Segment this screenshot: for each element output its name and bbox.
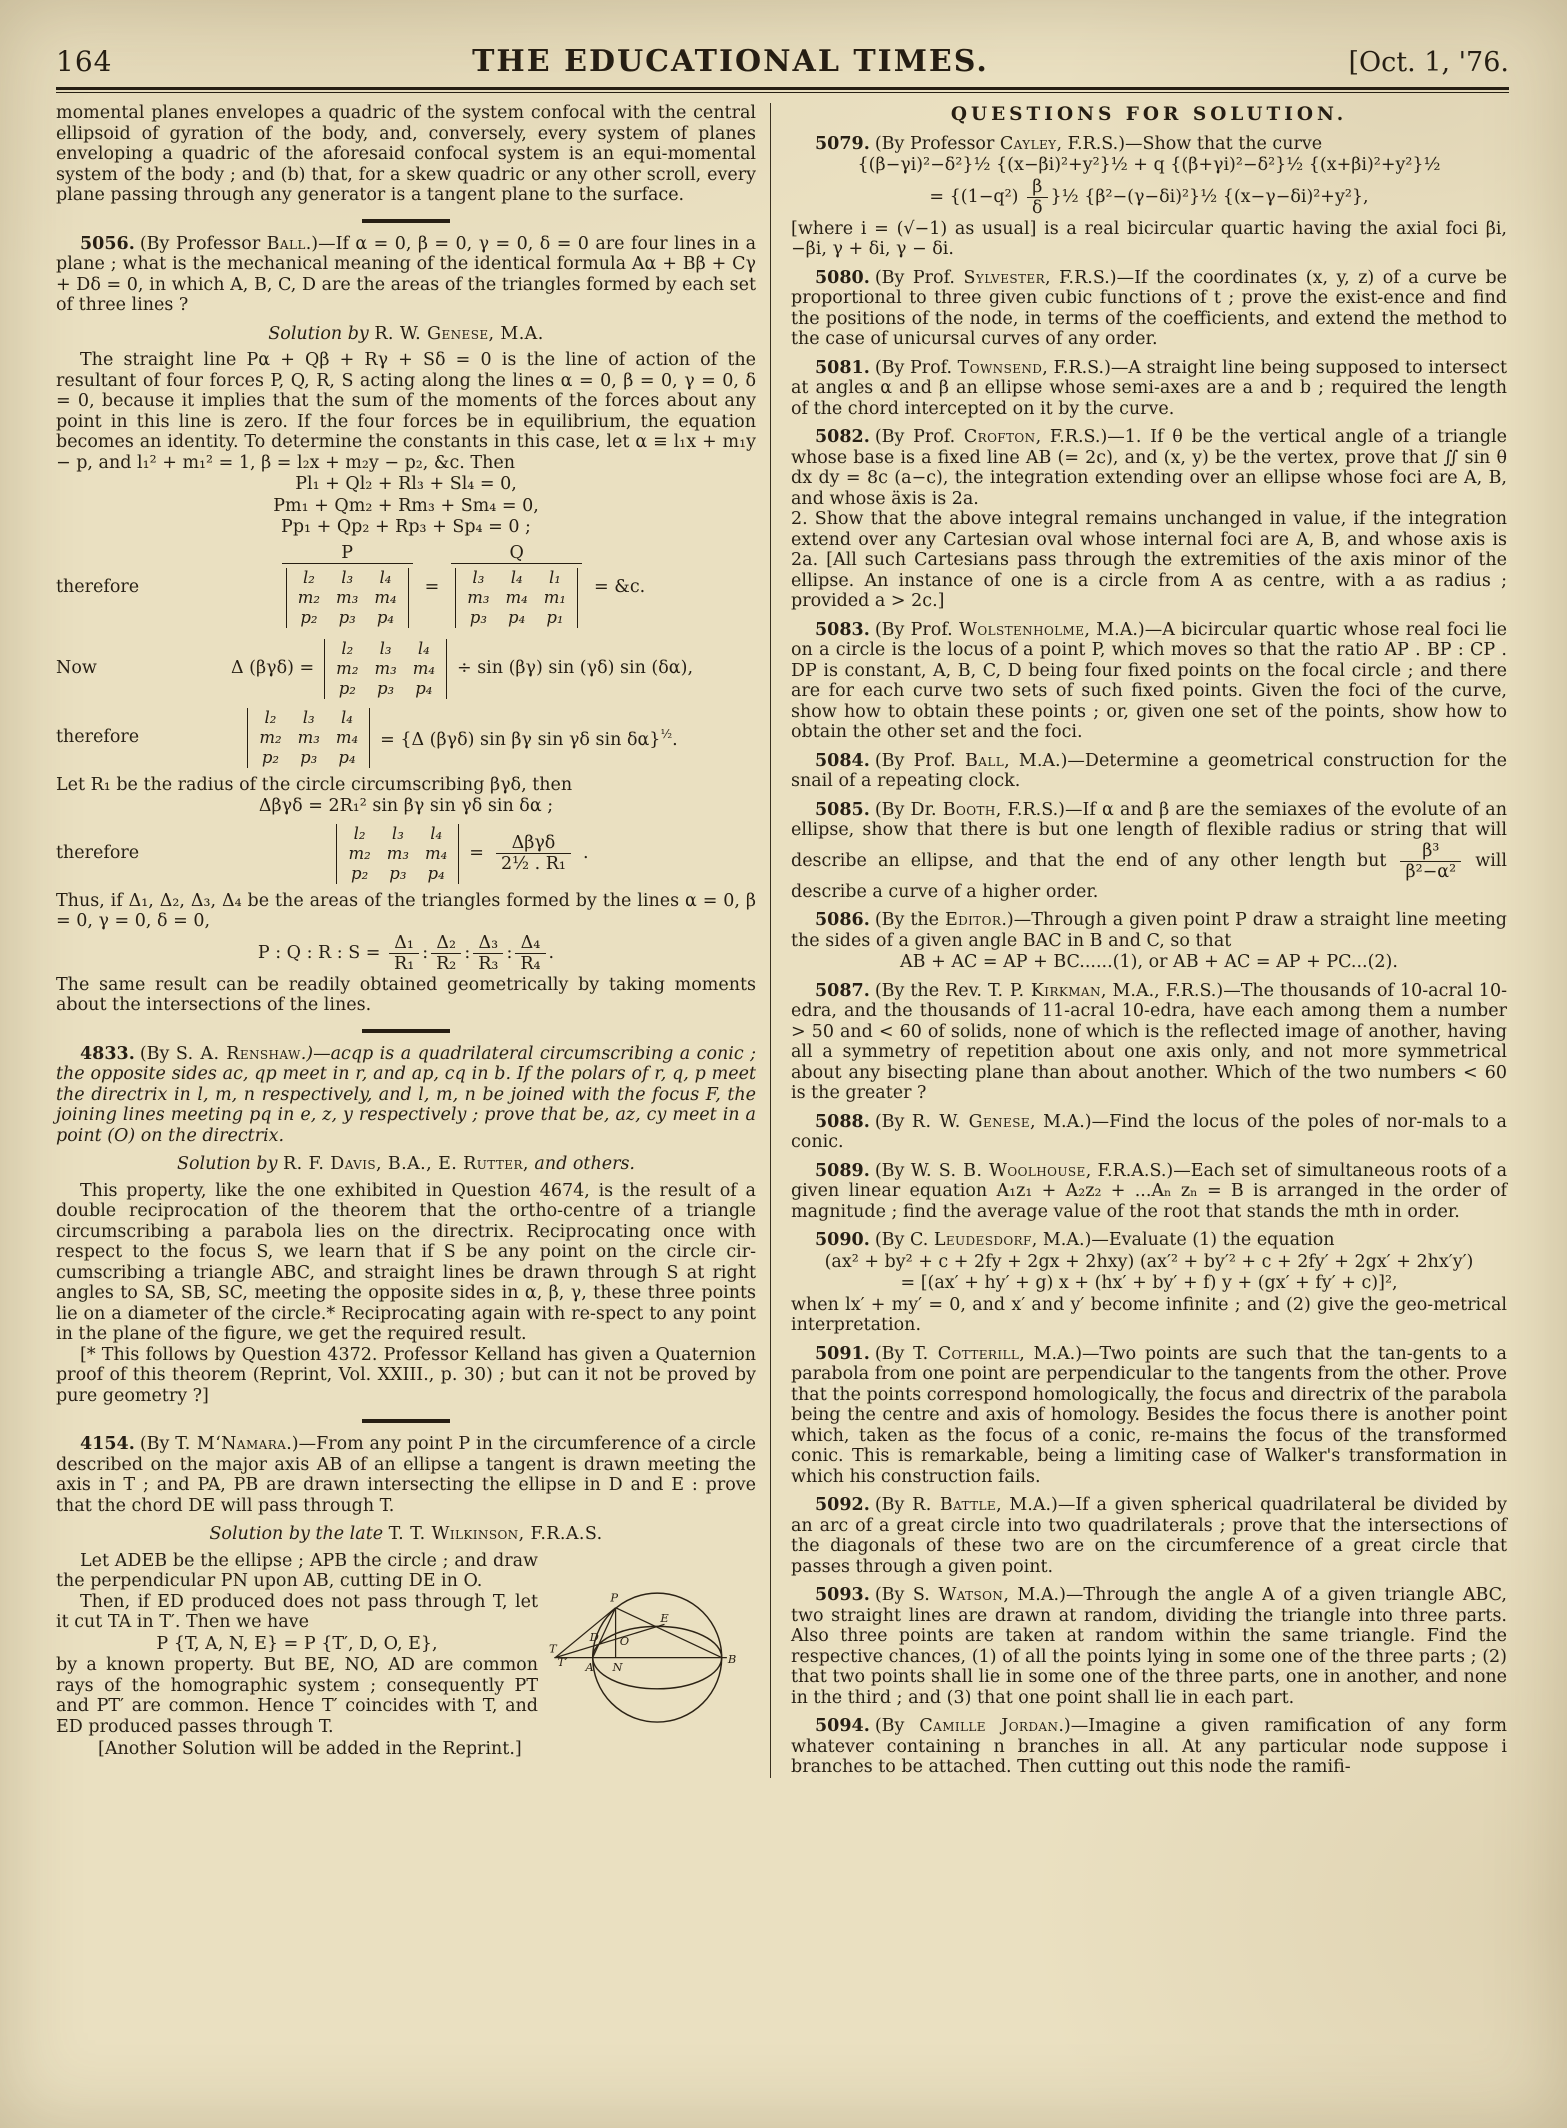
chord-TDE: [555, 1624, 664, 1657]
question-number: 4154.: [80, 1434, 135, 1454]
author-name: Ball: [266, 233, 306, 254]
solution-4154-body: [56, 1551, 756, 1760]
question-5056: [56, 234, 756, 316]
question-5083: 5083. (By Prof. Wolstenholme, M.A.)—A bicircular quartic whose real foci lie on a circle is the locus of a point P, which moves so that the ratio AP . BP : CP . DP is constant, A, B, C, D being four fixed points on the focal circle ; and there are for each curve two sets of such fixed points. Given the foci of the curve, show how to obtain these points ; or, given one set of the points, show how to obtain the other set and the foci.: [791, 619, 1507, 742]
label-O: O: [619, 1633, 630, 1648]
fraction: $\frac{\text{Δβγδ}}{\text{2½ . R₁}}$: [496, 833, 571, 874]
reprint-note: [Another Solution will be added in the Reprint.]: [98, 1739, 522, 1759]
sine-product: ÷ sin (βγ) sin (γδ) sin (δα),: [456, 658, 694, 679]
question-byline: (By: [139, 1434, 176, 1454]
determinant-matrix: l₂ l₃ l₄ m₂ m₃ m₄ p₂ p₃ p₄: [286, 568, 409, 628]
geometry-diagram: [548, 1553, 756, 1731]
author-name: Watson: [938, 1585, 1004, 1605]
section-separator: [362, 1029, 450, 1033]
question-number: 5083.: [815, 619, 870, 640]
therefore-label: therefore: [56, 727, 140, 748]
right-column: [770, 103, 1509, 1778]
fraction: $\frac{\beta}{\delta}$: [1027, 177, 1048, 218]
author-name: Crofton: [963, 427, 1036, 447]
question-number: 5081.: [815, 357, 870, 378]
label-B: B: [727, 1651, 737, 1666]
fraction: $\frac{\text{Δ₃}}{\text{R₃}}$: [473, 933, 503, 974]
intro-paragraph: momental planes envelopes a quadric of the system confocal with the central ellipsoid of gyration of the body, and, conversely, every system of planes enveloping a quadric of the aforesaid confocal system is an equi-momental system of the body ; and (b) that, for a skew quadric or any other scroll, every plane passing through any generator is a tangent plane to the surface.: [56, 103, 756, 205]
author-name: Leudesdorf: [933, 1230, 1032, 1250]
equation-line: (ax² + by² + c + 2fy + 2gx + 2hxy) (ax′² + by′² + c + 2fy′ + 2gx′ + 2hx′y′): [824, 1251, 1474, 1272]
question-number: 5090.: [815, 1230, 870, 1250]
question-number: 5086.: [815, 910, 870, 930]
question-5082-part2: 2. Show that the above integral remains unchanged in value, if the integration extend over any Cartesian oval whose internal foci are A, B, and whose axis is 2a. [All such Cartesians pass through the extremities of the axis minor of the ellipse. An instance of one is a circle from A as centre, with a as radius ; provided a > 2c.]: [791, 509, 1507, 611]
author-name: R. Battle: [912, 1495, 997, 1515]
label-T-prime: T′: [557, 1654, 568, 1669]
page-header: [56, 44, 1509, 79]
question-5081: 5081. (By Prof. Townsend, F.R.S.)—A straight line being supposed to intersect at angles α and β an ellipse whose semi-axes are a and b ; required the length of the chord intercepted on it by the curve.: [791, 357, 1507, 419]
question-5080: 5080. (By Prof. Sylvester, F.R.S.)—If the coordinates (x, y, z) of a curve be proportional to three given cubic functions of t ; prove the exist-ence and find the positions of the node, in terms of the coefficients, and extend the method to the case of unicursal curves of any order.: [791, 267, 1507, 349]
question-number: 5079.: [815, 133, 870, 154]
cross-ratio-equation: P {T, A, N, E} = P {T′, D, O, E},: [156, 1633, 438, 1654]
question-4154: [56, 1434, 756, 1516]
section-separator: [362, 1419, 450, 1423]
equation-line: AB + AC = AP + BC......(1), or AB + AC = AP + PC...(2).: [900, 952, 1398, 972]
equation-line: Pp₁ + Qp₂ + Rp₃ + Sp₄ = 0 ;: [281, 517, 531, 537]
question-5079-note: [where i = (√−1) as usual] is a real bicircular quartic having the axial foci βi, −βi, γ + δi, γ − δi.: [791, 218, 1507, 259]
thus-statement: Thus, if Δ₁, Δ₂, Δ₃, Δ₄ be the areas of the triangles formed by the lines α = 0, β = 0, γ = 0, δ = 0,: [56, 890, 756, 931]
therefore-determinant-row: [56, 543, 756, 632]
solution-4154-p3: by a known property. But BE, NO, AD are common rays of the homographic system ; consequently PT and PT′ are common. Hence T′ coincides with T, and ED produced passes through T.: [56, 1655, 538, 1737]
determinant-matrix: l₃ l₄ l₁ m₃ m₄ m₁ p₃ p₄ p₁: [455, 568, 578, 628]
header-rule: [56, 87, 1509, 93]
equation-line: = [(ax′ + hy′ + g) x + (hx′ + by′ + f) y + (gx′ + fy′ + c)]²,: [900, 1273, 1398, 1293]
author-name: T. Cotterill: [913, 1343, 1020, 1364]
now-label: Now: [56, 658, 97, 679]
therefore-row-3: therefore l₂ l₃ l₄ m₂ m₃ m₄ p₂ p₃ p₄ = $\frac{\text{Δβγδ}}{\text{2½ . R₁}}$ .: [56, 823, 589, 883]
author-name: S. A. Renshaw: [175, 1043, 301, 1064]
author-name: W. S. B. Woolhouse: [910, 1160, 1086, 1181]
solution-4154-p1: Let ADEB be the ellipse ; APB the circle ; and draw the perpendicular PN upon AB, cutting DE in O.: [56, 1550, 538, 1591]
question-text: .)—From any point P in the circumference of a circle described on the major axis AB of an ellipse a tangent is drawn meeting the axis in T ; and PA, PB are drawn intersecting the ellipse in D and E : prove that the chord DE will pass through T.: [56, 1434, 756, 1516]
determinant-matrix: l₂ l₃ l₄ m₂ m₃ m₄ p₂ p₃ p₄: [324, 639, 447, 699]
label-D: D: [589, 1629, 599, 1644]
page-number: 164: [56, 45, 113, 78]
issue-date: [Oct. 1, '76.: [1348, 47, 1509, 78]
question-byline: (By Professor: [139, 233, 267, 254]
question-text: .)—acqp is a quadrilateral circumscribing a conic ; the opposite sides ac, qp meet in r, and ap, cq in b. If the polars of r, q, p meet the directrix in l, m, n respectively, and l, m, n be joined with the focus F, the joining lines meeting pq in e, z, y respectively ; prove that be, az, cy meet in a point (O) on the directrix.: [56, 1043, 757, 1146]
question-5085: 5085. (By Dr. Booth, F.R.S.)—If α and β are the semiaxes of the evolute of an ellipse, show that there is but one length of flexible radius or string that will describe an ellipse, and that the end of any other length but $\frac{\text{β³}}{\text{β²−α²}}$ will describe a curve of a higher order.: [791, 799, 1507, 902]
question-5089: 5089. (By W. S. B. Woolhouse, F.R.A.S.)—Each set of simultaneous roots of a given linear equation A₁z₁ + A₂z₂ + ...Aₙ zₙ = B is arranged in the order of magnitude ; find the average value of the root that stands the mth in order.: [791, 1160, 1508, 1222]
question-number: 5093.: [815, 1585, 870, 1605]
question-5079: 5079. (By Professor Cayley, F.R.S.)—Show that the curve: [815, 133, 1323, 154]
solution-4833-text: This property, like the one exhibited in Question 4674, is the result of a double reciprocation of the theorem that the ortho-centre of a triangle circumscribing a parabola lies on the directrix. Reciprocating once with respect to the focus S, we learn that if S be any point on the circle cir-cumscribing a triangle ABC, and straight lines be drawn through S at right angles to SA, SB, SC, meeting the opposite sides in α, β, γ, these three points lie on a diameter of the circle.* Reciprocating again with re-spect to any point in the plane of the figure, we get the required result.: [56, 1180, 756, 1344]
author-name: Camille Jordan: [919, 1716, 1059, 1736]
radius-statement: Let R₁ be the radius of the circle circumscribing βγδ, then: [56, 774, 573, 795]
equation-line: {(β−γi)²−δ²}½ {(x−βi)²+y²}½ + q {(β+γi)²−δ²}½ {(x+βi)²+y²}½: [857, 155, 1441, 175]
ellipse-figure: [548, 1553, 756, 1731]
question-number: 5087.: [815, 980, 870, 1001]
author-name: Editor: [944, 910, 1002, 930]
question-number: 5084.: [815, 750, 870, 771]
section-separator: [362, 219, 450, 223]
label-P: P: [610, 1589, 619, 1604]
author-name: Wolstenholme: [959, 619, 1085, 640]
label-A: A: [585, 1659, 594, 1674]
author-name: T. M‘Namara: [175, 1434, 287, 1454]
journal-title: THE EDUCATIONAL TIMES.: [472, 44, 989, 79]
tangent-PT: [555, 1607, 615, 1657]
solver-name: R. F. Davis, B.A., E. Rutter,: [283, 1154, 529, 1174]
equation-line: Pl₁ + Ql₂ + Rl₃ + Sl₄ = 0,: [295, 474, 517, 494]
author-name: R. W. Genese: [911, 1111, 1030, 1132]
questions-for-solution-heading: QUESTIONS FOR SOLUTION.: [950, 104, 1348, 125]
solution-heading: [56, 324, 756, 345]
author-name: Townsend: [957, 357, 1043, 378]
proportion-equation: P : Q : R : S = $\frac{\text{Δ₁}}{\text{R₁}}$ : $\frac{\text{Δ₂}}{\text{R₂}}$ : $\frac{\text{Δ₃}}{\text{R₃}}$ : $\frac{\text{Δ₄}}{\text{R₄}}$ .: [257, 932, 555, 974]
fraction: Q l₃ l₄ l₁ m₃ m₄ m₁ p₃ p₄ p₁: [451, 543, 582, 632]
fraction: $\frac{\text{Δ₄}}{\text{R₄}}$: [515, 933, 545, 974]
footnote-4833: [* This follows by Question 4372. Professor Kelland has given a Quaternion proof of this theorem (Reprint, Vol. XXIII., p. 30) ; but can it not be proved by pure geometry ?]: [56, 1344, 756, 1406]
and-others-label: and others.: [528, 1154, 635, 1174]
solution-by-label: Solution by: [268, 323, 375, 344]
question-5094: 5094. (By Camille Jordan.)—Imagine a given ramification of any form whatever containing n branches in all. At any particular node suppose i branches to be attached. Then cutting out this node the ramifi-: [791, 1716, 1507, 1777]
question-number: 5092.: [815, 1495, 870, 1515]
equation-line: = {(1−q²) $\frac{\beta}{\delta}$ }½ {β²−(γ−δi)²}½ {(x−γ−δi)²+y²},: [929, 176, 1369, 218]
therefore-label: therefore: [56, 576, 140, 597]
question-number: 5088.: [815, 1111, 870, 1132]
fraction: $\frac{\text{Δ₁}}{\text{R₁}}$: [389, 933, 419, 974]
determinant-matrix: l₂ l₃ l₄ m₂ m₃ m₄ p₂ p₃ p₄: [336, 824, 459, 884]
author-name: Cayley: [999, 133, 1057, 154]
therefore-label: therefore: [56, 843, 140, 864]
author-name: Sylvester: [963, 267, 1046, 288]
equals-sign: =: [469, 843, 484, 864]
label-N: N: [612, 1659, 623, 1674]
solver-name: R. W. Genese, M.A.: [374, 323, 544, 344]
therefore-row-2: therefore l₂ l₃ l₄ m₂ m₃ m₄ p₂ p₃ p₄ = {Δ (βγδ) sin βγ sin γδ sin δα}$^{\frac{1}{2}}$.: [56, 707, 678, 767]
solution-4154-p2: Then, if ED produced does not pass through T, let it cut TA in T′. Then we have: [56, 1591, 538, 1632]
equation-line: Pm₁ + Qm₂ + Rm₃ + Sm₄ = 0,: [273, 495, 539, 516]
question-number: 5089.: [815, 1160, 870, 1181]
author-name: T. P. Kirkman: [987, 980, 1101, 1001]
question-4833: [56, 1044, 756, 1147]
solution-heading: [56, 1154, 756, 1175]
label-T: T: [549, 1640, 557, 1655]
question-5092: 5092. (By R. Battle, M.A.)—If a given spherical quadrilateral be divided by an arc of a great circle into two quadrilaterals ; prove that the intersections of the diagonals of these two are on the circumference of a great circle that passes through a given point.: [791, 1495, 1507, 1577]
question-number: 4833.: [80, 1043, 135, 1064]
question-5090-tail: when lx′ + my′ = 0, and x′ and y′ become infinite ; and (2) give the geo-metrical interpretation.: [791, 1294, 1507, 1335]
solution-5056-text: The straight line Pα + Qβ + Rγ + Sδ = 0 is the line of action of the resultant of four forces P, Q, R, S acting along the lines α = 0, β = 0, γ = 0, δ = 0, because it implies that the sum of the moments of the forces about any point in this line is zero. If the four forces be in equilibrium, the equation becomes an identity. To determine the constants in this case, let α ≡ l₁x + m₁y − p, and l₁² + m₁² = 1, β = l₂x + m₂y − p₂, &c. Then: [56, 350, 756, 473]
fraction: $\frac{\text{β³}}{\text{β²−α²}}$: [1400, 841, 1461, 882]
left-column: [56, 103, 770, 1778]
question-byline: (By: [139, 1043, 176, 1064]
question-number: 5056.: [80, 233, 135, 254]
fraction: P l₂ l₃ l₄ m₂ m₃ m₄ p₂ p₃ p₄: [282, 543, 413, 632]
closing-remark: The same result can be readily obtained geometrically by taking moments about the intersections of the lines.: [56, 974, 756, 1015]
determinant-matrix: l₂ l₃ l₄ m₂ m₃ m₄ p₂ p₃ p₄: [247, 708, 370, 768]
question-5091: 5091. (By T. Cotterill, M.A.)—Two points are such that the tan-gents to a parabola from one point are perpendicular to the tangents from the other. Prove that the points correspond homologically, the focus and directrix of the parabola being the centre and axis of homology. Besides the focus there is another point which, taken as the focus of a conic, re-mains the focus of the transformed conic. This is remarkable, being a limiting case of Walker's transformation in which his construction fails.: [791, 1343, 1507, 1487]
question-5084: 5084. (By Prof. Ball, M.A.)—Determine a geometrical construction for the snail of a repeating clock.: [791, 750, 1507, 791]
question-number: 5082.: [815, 427, 870, 447]
equals-sign: =: [424, 576, 440, 597]
question-5086: 5086. (By the Editor.)—Through a given point P draw a straight line meeting the sides of a given angle BAC in B and C, so that: [791, 910, 1508, 951]
equation-line: Δβγδ = 2R₁² sin βγ sin γδ sin δα ;: [258, 796, 554, 816]
question-5093: 5093. (By S. Watson, M.A.)—Through the angle A of a given triangle ABC, two straight lines are drawn at random, dividing the triangle into three parts. Also three points are taken at random within the same triangle. Find the respective chances, (1) of all the points lying in some one of the three parts ; (2) that two points shall lie in some one of the three parts, one in another, and none in the third ; and (3) that one point shall lie in each part.: [791, 1585, 1507, 1708]
delta-expression: Δ (βγδ) =: [230, 658, 315, 679]
solution-by-label: Solution by the late: [209, 1524, 389, 1544]
question-text: .)—If α = 0, β = 0, γ = 0, δ = 0 are four lines in a plane ; what is the mechanical meaning of the identical formula Aα + Bβ + Cγ + Dδ = 0, in which A, B, C, D are the areas of the triangles formed by each set of three lines ?: [56, 233, 756, 315]
now-determinant-row: [56, 637, 756, 701]
label-E: E: [660, 1610, 669, 1625]
solution-heading: [56, 1524, 756, 1545]
solution-by-label: Solution by: [176, 1154, 284, 1174]
question-5088: 5088. (By R. W. Genese, M.A.)—Find the locus of the poles of nor-mals to a conic.: [791, 1111, 1507, 1152]
question-number: 5085.: [815, 799, 870, 820]
author-name: Booth: [942, 799, 996, 820]
question-5082: 5082. (By Prof. Crofton, F.R.S.)—1. If θ be the vertical angle of a triangle whose base is a fixed line AB (= 2c), and (x, y) be the vertex, prove that ∬ sin θ dx dy = 8c (a−c), the integration extending over an ellipse whose foci are A, B, and whose äxis is 2a.: [791, 427, 1507, 509]
question-number: 5094.: [815, 1716, 870, 1736]
question-number: 5080.: [815, 267, 870, 288]
question-number: 5091.: [815, 1343, 870, 1364]
solver-name: T. T. Wilkinson, F.R.A.S.: [388, 1524, 603, 1544]
author-name: Ball: [965, 750, 1005, 771]
question-5087: 5087. (By the Rev. T. P. Kirkman, M.A., F.R.S.)—The thousands of 10-acral 10-edra, and the thousands of 11-acral 10-edra, have each among them a number > 50 and < 60 of solids, none of which is the reflected image of another, having all a symmetry of repetition about one axis only, and not more symmetrical about any bisecting plane than about another. Which of the two numbers < 60 is the greater ?: [791, 980, 1507, 1103]
question-5090: 5090. (By C. Leudesdorf, M.A.)—Evaluate (1) the equation: [815, 1230, 1335, 1250]
fraction: $\frac{\text{Δ₂}}{\text{R₂}}$: [431, 933, 461, 974]
etcetera: = &c.: [594, 576, 646, 597]
